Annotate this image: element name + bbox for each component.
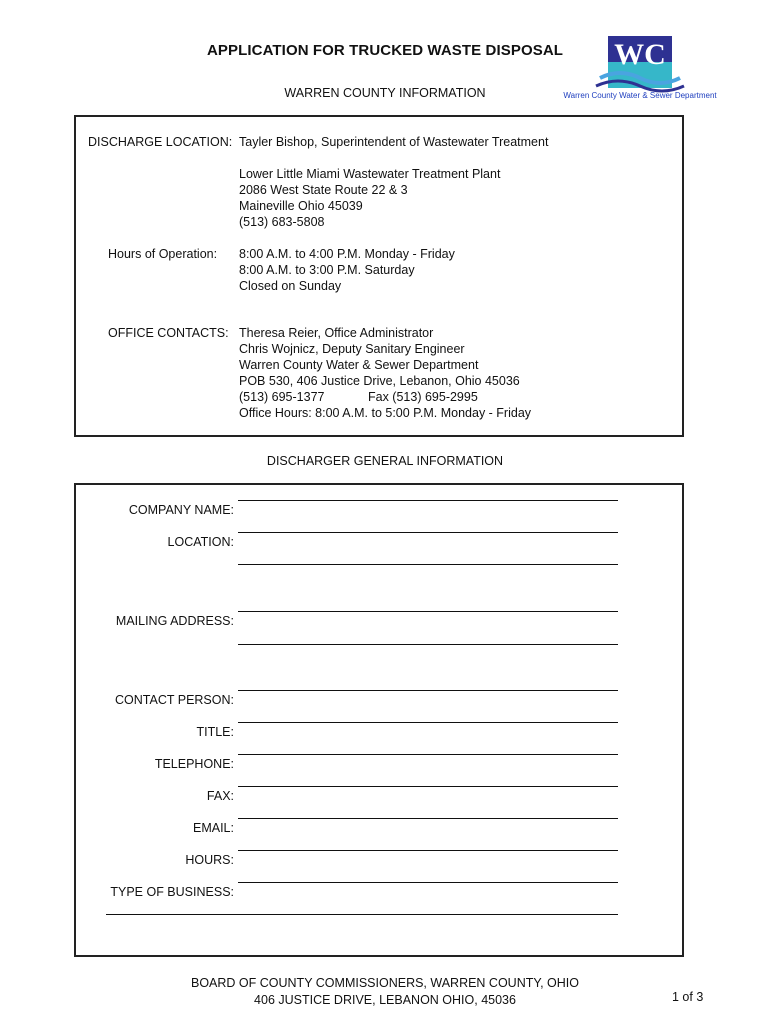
section-heading-discharger-info: DISCHARGER GENERAL INFORMATION — [266, 454, 504, 468]
title-label: TITLE: — [196, 725, 234, 739]
location-field-line-2[interactable] — [238, 564, 618, 565]
email-field[interactable] — [238, 818, 618, 819]
hours-label: HOURS: — [185, 853, 234, 867]
type-of-business-field-line-2[interactable] — [106, 914, 618, 915]
office-contacts-label: OFFICE CONTACTS: — [108, 326, 229, 340]
hours-saturday: 8:00 A.M. to 3:00 P.M. Saturday — [239, 263, 415, 277]
mailing-address-field[interactable] — [238, 611, 618, 612]
plant-name: Lower Little Miami Wastewater Treatment Plant — [239, 167, 501, 181]
office-contact-2: Chris Wojnicz, Deputy Sanitary Engineer — [239, 342, 465, 356]
section-heading-county-info: WARREN COUNTY INFORMATION — [284, 86, 486, 100]
hours-field[interactable] — [238, 850, 618, 851]
hours-of-operation-label: Hours of Operation: — [108, 247, 218, 261]
office-phone: (513) 695-1377 — [239, 390, 325, 404]
office-contact-1: Theresa Reier, Office Administrator — [239, 326, 434, 340]
mailing-address-label: MAILING ADDRESS: — [115, 614, 234, 628]
type-of-business-label: TYPE OF BUSINESS: — [110, 885, 234, 899]
page-number: 1 of 3 — [672, 990, 704, 1004]
mailing-address-field-line-2[interactable] — [238, 644, 618, 645]
telephone-field[interactable] — [238, 754, 618, 755]
hours-weekday: 8:00 A.M. to 4:00 P.M. Monday - Friday — [239, 247, 455, 261]
office-hours: Office Hours: 8:00 A.M. to 5:00 P.M. Monday - Friday — [239, 406, 532, 420]
office-department: Warren County Water & Sewer Department — [239, 358, 479, 372]
company-name-field[interactable] — [238, 500, 618, 501]
company-name-label: COMPANY NAME: — [128, 503, 234, 517]
footer-line-2: 406 JUSTICE DRIVE, LEBANON OHIO, 45036 — [254, 993, 516, 1007]
fax-field[interactable] — [238, 786, 618, 787]
location-field[interactable] — [238, 532, 618, 533]
logo-caption: Warren County Water & Sewer Department — [563, 91, 717, 100]
email-label: EMAIL: — [193, 821, 234, 835]
contact-person-field[interactable] — [238, 690, 618, 691]
logo-letters: WC — [614, 38, 666, 71]
discharge-contact: Tayler Bishop, Superintendent of Wastewater Treatment — [239, 135, 549, 149]
telephone-label: TELEPHONE: — [154, 757, 234, 771]
contact-person-label: CONTACT PERSON: — [115, 693, 234, 707]
office-fax: Fax (513) 695-2995 — [368, 390, 478, 404]
footer-line-1: BOARD OF COUNTY COMMISSIONERS, WARREN COUNTY, OHIO — [191, 976, 579, 990]
plant-street: 2086 West State Route 22 & 3 — [239, 183, 408, 197]
location-label: LOCATION: — [167, 535, 234, 549]
office-address: POB 530, 406 Justice Drive, Lebanon, Ohio 45036 — [239, 374, 520, 388]
plant-phone: (513) 683-5808 — [239, 215, 325, 229]
title-field[interactable] — [238, 722, 618, 723]
fax-label: FAX: — [206, 789, 234, 803]
hours-sunday: Closed on Sunday — [239, 279, 342, 293]
plant-city: Maineville Ohio 45039 — [239, 199, 363, 213]
document-title: APPLICATION FOR TRUCKED WASTE DISPOSAL — [206, 42, 564, 59]
type-of-business-field[interactable] — [238, 882, 618, 883]
discharge-location-label: DISCHARGE LOCATION: — [88, 135, 233, 149]
